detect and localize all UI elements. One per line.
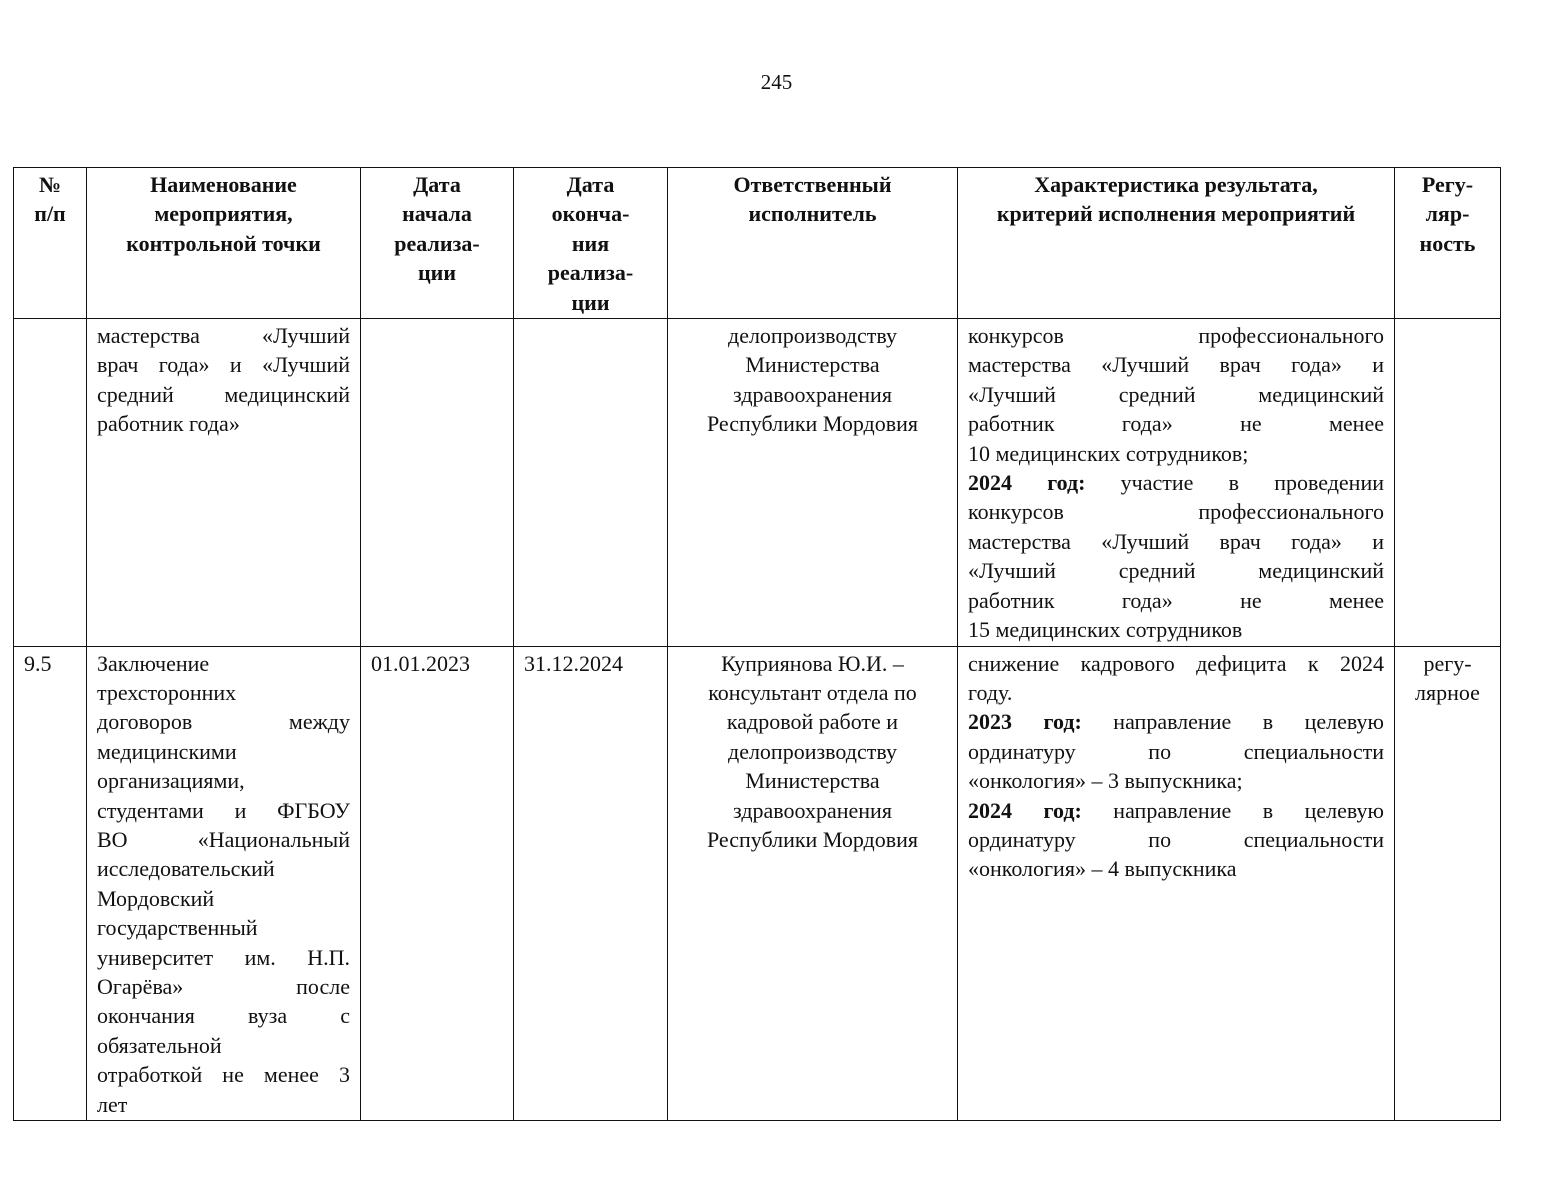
cell-end-date (514, 319, 668, 646)
cell-activity-name: мастерства «Лучший врач года» и «Лучший средний медицинский работник года» (87, 319, 361, 646)
header-number: № п/п (14, 168, 87, 319)
year-label: 2024 год: (968, 797, 1082, 823)
cell-start-date: 01.01.2023 (361, 646, 514, 1121)
cell-result: снижение кадрового дефицита к 2024 году. 2023 год: направление в целевую ординатуру по специальности «онкология» – 3 выпускника; 2024 год: направление в целевую ординатуру по специальности «онкология» – 4 выпускника (958, 646, 1395, 1121)
cell-result: конкурсов профессионального мастерства «Лучший врач года» и «Лучший средний медицинский работник года» не менее 10 медицинских сотрудников; 2024 год: участие в проведении конкурсов профессионального мастерства «Лучший врач года» и «Лучший средний медицинский работник года» не менее 15 медицинских сотрудников (958, 319, 1395, 646)
cell-regularity (1395, 319, 1501, 646)
header-regularity: Регу- ляр- ность (1395, 168, 1501, 319)
table-row (14, 319, 1501, 646)
cell-regularity: регу- лярное (1395, 646, 1501, 1121)
header-start-date: Дата начала реализа- ции (361, 168, 514, 319)
cell-number (14, 319, 87, 646)
year-label: 2024 год: (968, 470, 1086, 496)
cell-responsible: делопроизводству Министерства здравоохранения Республики Мордовия (668, 319, 958, 646)
cell-number: 9.5 (14, 646, 87, 1121)
header-activity-name: Наименование мероприятия, контрольной точки (87, 168, 361, 319)
table-header-row (14, 168, 1501, 319)
activities-table (13, 167, 1501, 1121)
page-number: 245 (760, 70, 793, 94)
cell-responsible: Куприянова Ю.И. – консультант отдела по кадровой работе и делопроизводству Министерства здравоохранения Республики Мордовия (668, 646, 958, 1121)
header-responsible: Ответственный исполнитель (668, 168, 958, 319)
cell-activity-name: Заключение трехсторонних договоров между медицинскими организациями, студентами и ФГБОУ ВО «Национальный исследовательский Мордовский государственный университет им. Н.П. Огарёва» после окончания вуза с обязательной отработкой не менее 3 лет (87, 646, 361, 1121)
header-end-date: Дата оконча- ния реализа- ции (514, 168, 668, 319)
header-result: Характеристика результата, критерий исполнения мероприятий (958, 168, 1395, 319)
cell-start-date (361, 319, 514, 646)
table-row (14, 646, 1501, 1121)
year-label: 2023 год: (968, 709, 1082, 735)
cell-end-date: 31.12.2024 (514, 646, 668, 1121)
